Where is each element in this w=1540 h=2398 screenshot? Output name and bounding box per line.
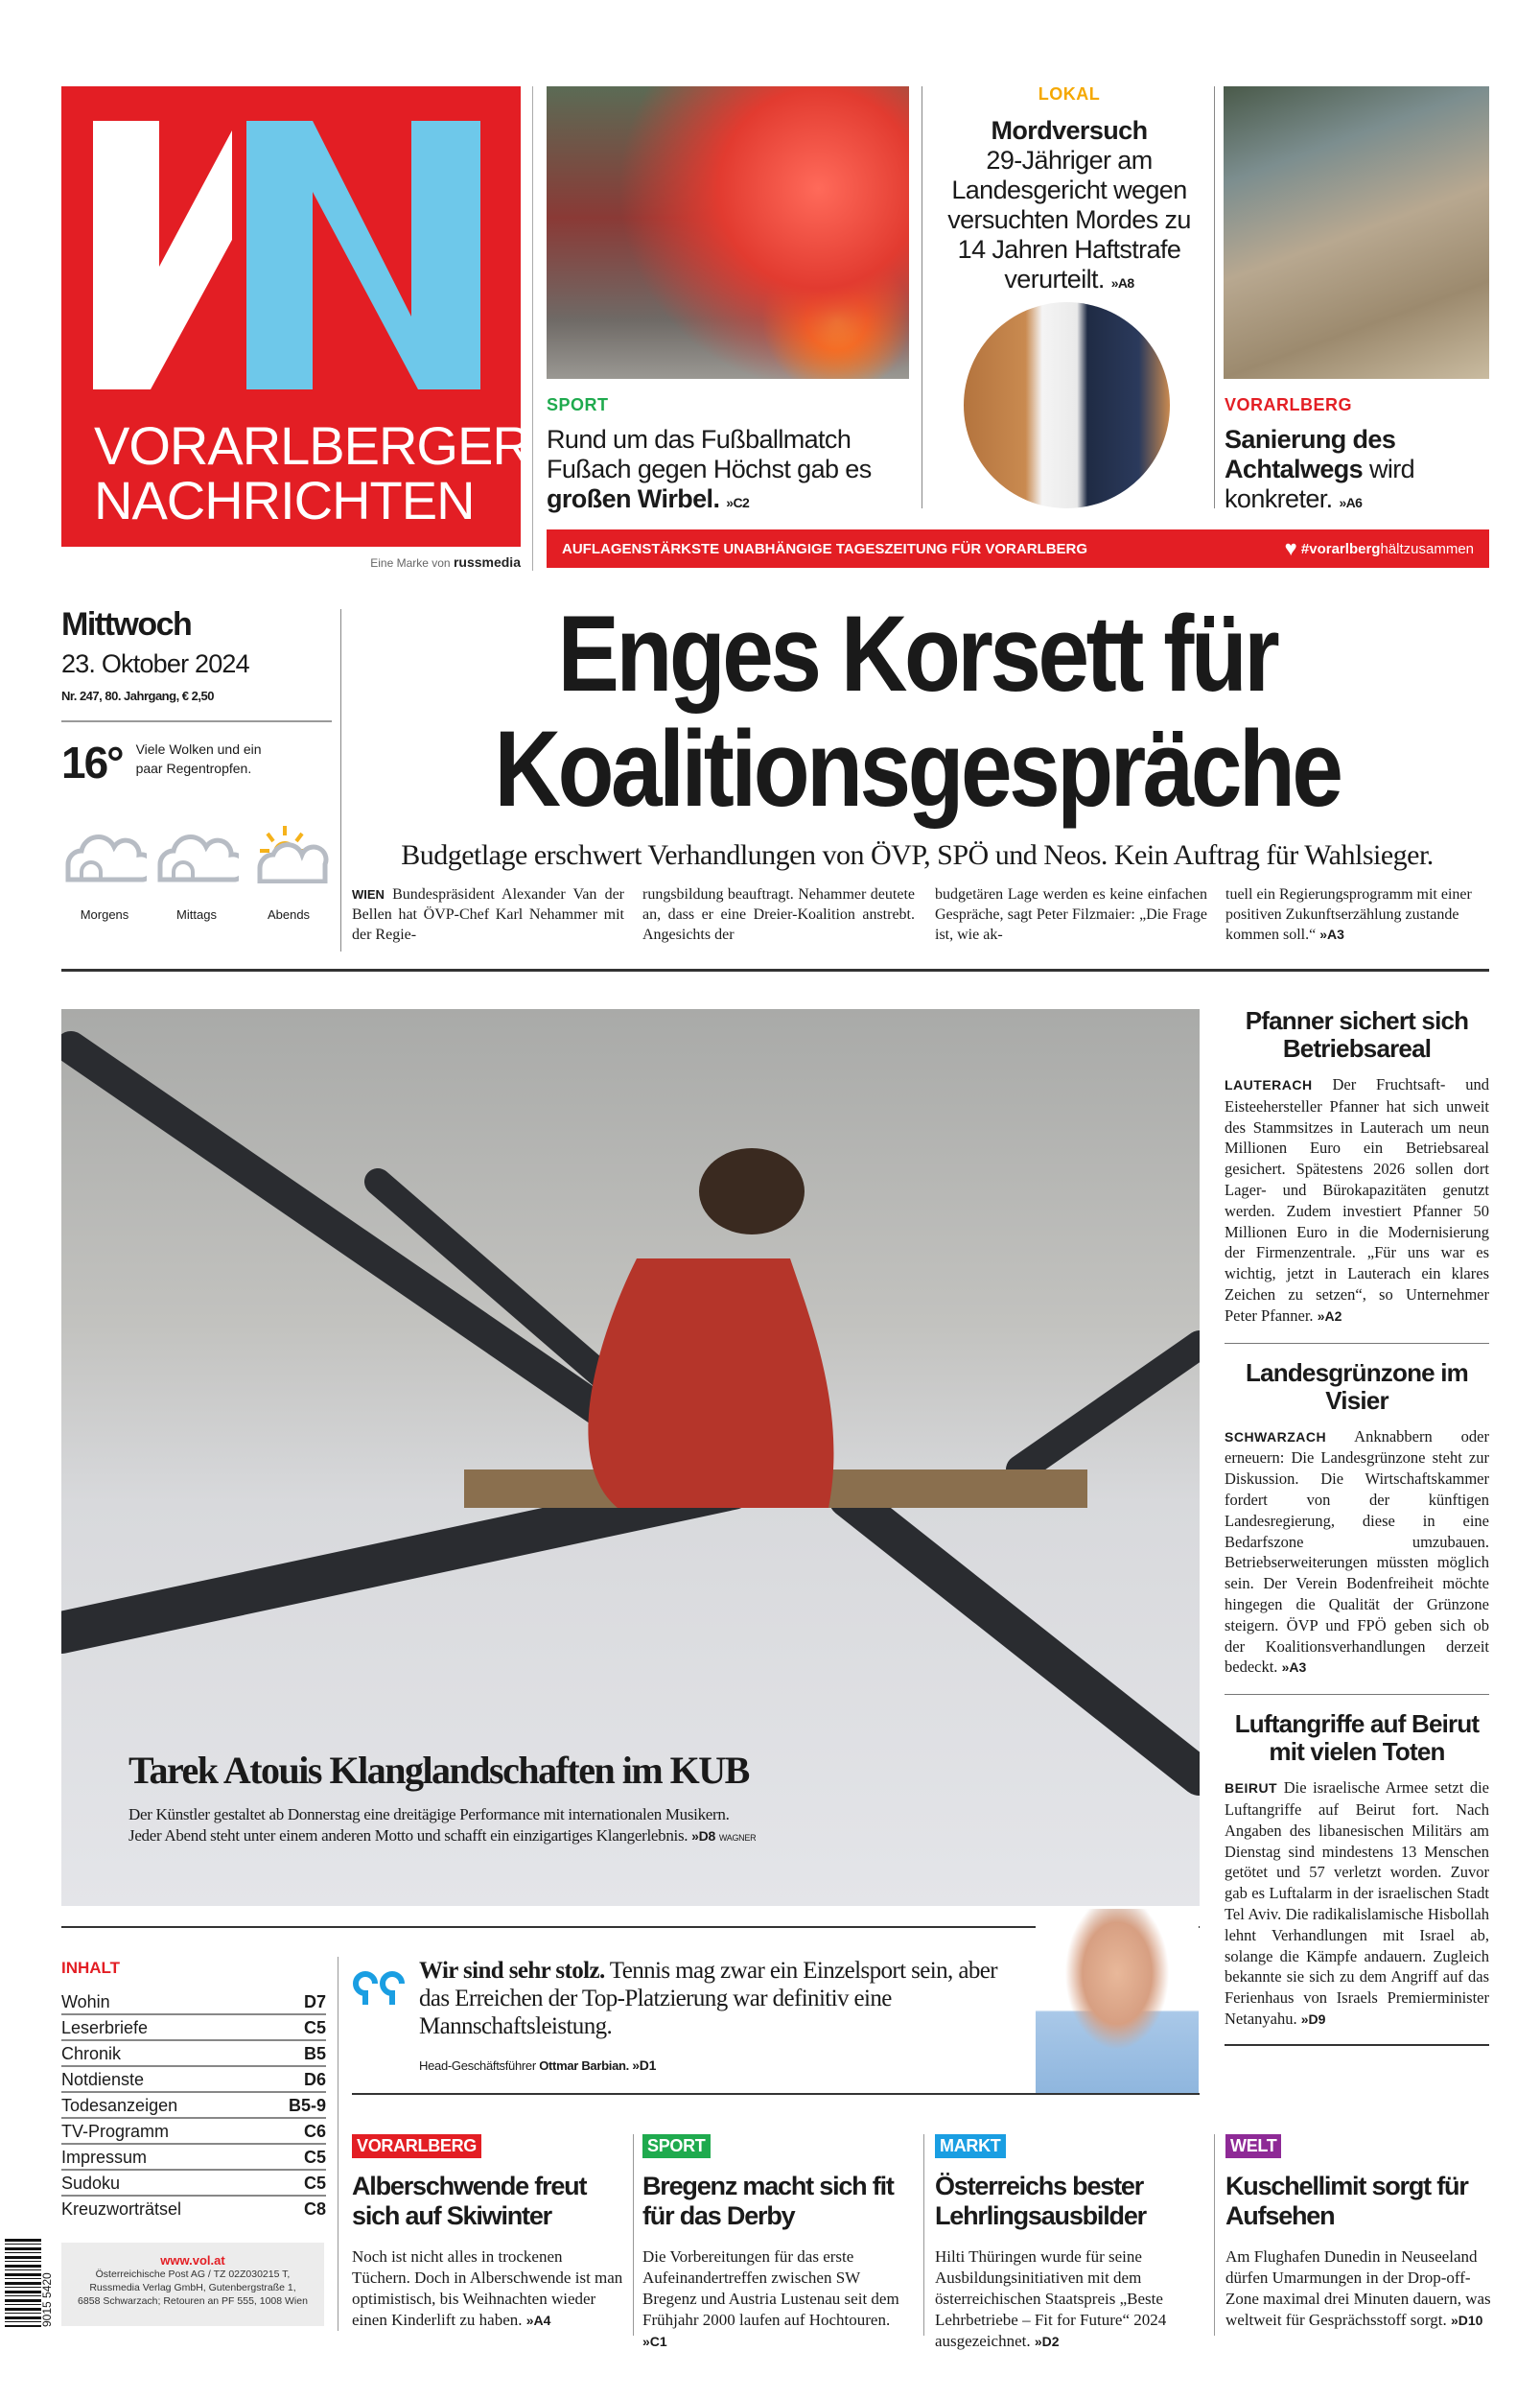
divider [1214,86,1215,508]
temperature: 16° [61,738,123,788]
barcode-bars [5,2239,41,2327]
toc-label: Chronik [61,2044,122,2063]
date-block [61,606,330,922]
quote-text: Wir sind sehr stolz. Tennis mag zwar ein Einzelsport sein, aber das Erreichen der Top-Platzierung war definitiv eine Mannschaftsleistung. [419,1958,997,2039]
feature-title: Tarek Atouis Klanglandschaften im KUB [128,1749,749,1792]
toc-page: C5 [303,2174,326,2193]
divider [1225,1343,1489,1344]
period-mittags: Mittags [153,824,240,922]
rule [352,2093,1200,2095]
teaser-sport[interactable] [547,395,911,518]
teaser-lokal[interactable] [935,84,1203,298]
toc-page: D6 [303,2070,326,2089]
teaser-text: Hilti Thüringen wurde für seine Ausbildungsinitiativen mit dem österreichischen Staatspreis „Beste Lehrbetriebe – Fit for Future“ 2024 ausgezeichnet. »D2 [935,2247,1167,2350]
toc-title: INHALT [61,1959,121,1977]
quote-attribution: Head-Geschäftsführer Ottmar Barbian. »D1 [419,2057,657,2073]
brand-prefix: Eine Marke von [370,556,451,570]
sidebar-article[interactable] [1225,1007,1489,1328]
toc-page: C6 [303,2122,326,2141]
period-morgens: Morgens [61,824,148,922]
lead-col-1: WIEN Bundespräsident Alexander Van der Bellen hat ÖVP-Chef Karl Nehammer mit der Regie- [352,886,624,943]
barcode-number: 9015 5420 [40,2272,54,2327]
lead-col-4: tuell ein Regierungsprogramm mit einer positiven Zukunftserzählung zustande kommen soll.“ »A3 [1225,886,1472,943]
teaser-vorarlberg[interactable] [1225,395,1489,518]
teaser-title: Mordversuch [991,116,1148,145]
feature-text-2: Jeder Abend steht unter einem anderen Motto und schafft ein einzigartiges Klangerlebnis. »D8 WAGNER [128,1826,757,1845]
teaser-title: Österreichs bester Lehrlingsausbilder [935,2172,1146,2230]
section-badge: VORARLBERG [352,2134,481,2158]
teaser-headline: Sanierung des Achtalwegs wird konkreter. »A6 [1225,425,1415,513]
brand-name: russmedia [453,554,521,570]
bottom-teaser[interactable] [1225,2134,1497,2331]
period-abends: Abends [245,824,332,922]
teaser-kicker: LOKAL [1038,84,1101,104]
feature-caption[interactable] [128,1748,1183,1848]
teaser-kicker: SPORT [547,395,609,414]
article-title: Landesgrünzone im Visier [1246,1357,1468,1415]
date: 23. Oktober 2024 [61,649,249,678]
toc-item[interactable] [61,2067,326,2093]
slogan-banner [547,529,1489,568]
heart-icon: ♥ [1284,536,1297,560]
toc-page: C8 [303,2199,326,2219]
portrait-photo [1036,1909,1199,2093]
barcode [5,2239,54,2327]
table-of-contents [61,1959,326,2221]
football-fans-photo[interactable] [547,86,909,379]
teaser-title: Kuschellimit sorgt für Aufsehen [1225,2172,1468,2230]
sidebar-article[interactable] [1225,1359,1489,1680]
bottom-teaser[interactable] [352,2134,623,2331]
toc-item[interactable] [61,2015,326,2041]
toc-page: C5 [303,2148,326,2167]
divider [61,720,332,722]
vn-logo-mark [61,86,521,403]
toc-label: Todesanzeigen [61,2096,178,2115]
lead-subline: Budgetlage erschwert Verhandlungen von ÖVP, SPÖ und Neos. Kein Auftrag für Wahlsieger. [401,839,1434,871]
toc-page: B5 [303,2044,326,2063]
toc-label: Kreuzworträtsel [61,2199,182,2219]
weather [61,740,330,786]
rule [61,1926,1200,1928]
hashtag[interactable]: ♥ #vorarlberghältzusammen [1284,536,1474,560]
weather-periods [61,824,332,922]
cloud-icon [154,824,239,883]
teaser-headline: Rund um das Fußballmatch Fußach gegen Höchst gab es großen Wirbel. »C2 [547,425,872,513]
slogan: AUFLAGENSTÄRKSTE UNABHÄNGIGE TAGESZEITUNG FÜR VORARLBERG [562,540,1088,557]
divider [340,609,341,952]
article-title: Pfanner sichert sich Betriebsareal [1245,1006,1469,1063]
divider [532,86,533,571]
weekday: Mittwoch [61,606,192,643]
sidebar-article[interactable] [1225,1710,1489,2031]
divider [1225,1694,1489,1695]
article-body: LAUTERACH Der Fruchtsaft- und Eisteehersteller Pfanner hat sich unweit des Stammsitzes in Lauterach um neun Millionen Euro ein Betriebsareal gesichert. Spätestens 2026 sollen dort Lager- und Bürokapazitäten genutzt werden. Zudem investiert Pfanner 50 Millionen Euro in die Modernisierung der Firmenzentrale. „Für uns war es wichtig, jetzt in Lauterach ein klares Zeichen zu setzen“, so Unternehmer Peter Pfanner. »A2 [1225,1075,1490,1325]
toc-label: Sudoku [61,2174,121,2193]
forecast: Viele Wolken und ein paar Regentropfen. [135,741,262,776]
lead-col-2: rungsbildung beauftragt. Nehammer deutete an, dass er eine Dreier-Koalition anstrebt. Angesichts der [642,886,915,943]
divider [1214,2134,1215,2336]
toc-item[interactable] [61,2093,326,2119]
kub-performance-photo[interactable] [61,1009,1200,1906]
article-body: BEIRUT Die israelische Armee setzt die Luftangriffe auf Beirut fort. Nach Angaben des libanesischen Militärs am Dienstag sind mindestens 13 Menschen getötet und 57 verletzt worden. Zuvor gab es Luftalarm in der israelischen Stadt Tel Aviv. Die radikalislamische Hisbollah lehnt Verhandlungen mit Israel ab, solange die Kämpfe andauern. Zugleich bekannte sie sich zu dem Angriff auf das Ferienhaus von Israels Premierminister Netanyahu. »D9 [1225,1778,1489,2028]
toc-item[interactable] [61,2119,326,2145]
website-link[interactable]: www.vol.at [160,2253,225,2268]
masthead-name-line2: NACHRICHTEN [94,470,475,530]
court-photo[interactable] [964,302,1170,508]
feature-text-1: Der Künstler gestaltet ab Donnerstag eine dreitägige Performance mit internationalen Musikern. [128,1805,730,1823]
cloud-icon [62,824,147,883]
divider [923,2134,924,2336]
teaser-kicker: VORARLBERG [1225,395,1353,414]
toc-page: B5-9 [288,2096,326,2115]
toc-item[interactable] [61,1989,326,2015]
toc-label: Notdienste [61,2070,145,2089]
teaser-text: Noch ist nicht alles in trockenen Tüchern. Doch in Alberschwende ist man optimistisch, bis Weihnachten wieder einen Kinderlift zu haben. »A4 [352,2247,623,2329]
rule [1225,2044,1489,2046]
sun-cloud-icon [246,824,331,883]
bottom-teaser[interactable] [642,2134,914,2352]
toc-item[interactable] [61,2041,326,2067]
section-badge: MARKT [935,2134,1006,2158]
teaser-headline: 29-Jähriger am Landesgericht wegen versuchten Mordes zu 14 Jahren Haftstrafe verurteilt. »A8 [947,146,1191,294]
quote-block[interactable] [352,1957,1023,2073]
toc-label: Wohin [61,1992,110,2011]
section-badge: WELT [1225,2134,1281,2158]
imprint-box: www.vol.at Österreichische Post AG / TZ 02Z030215 T, Russmedia Verlag GmbH, Gutenbergstraße 1, 6858 Schwarzach; Retouren an PF 555, 1008 Wien [61,2243,324,2326]
lead-col-3: budgetären Lage werden es keine einfachen Gespräche, sagt Peter Filzmaier: „Die Frage ist, wie ak- [935,886,1207,943]
section-badge: SPORT [642,2134,711,2158]
toc-label: Impressum [61,2148,148,2167]
toc-label: Leserbriefe [61,2018,149,2037]
achtalweg-photo[interactable] [1224,86,1489,379]
teaser-text: Am Flughafen Dunedin in Neuseeland dürfen Umarmungen in der Drop-off-Zone maximal drei Minuten dauern, was weltweit für Gesprächsstoff sorgt. »D10 [1225,2247,1491,2329]
toc-item[interactable] [61,2171,326,2197]
brand-line [288,554,521,570]
toc-label: TV-Programm [61,2122,170,2141]
toc-page: D7 [303,1992,326,2011]
toc-item[interactable] [61,2197,326,2221]
article-title: Luftangriffe auf Beirut mit vielen Toten [1234,1709,1480,1767]
divider [633,2134,634,2336]
article-body: SCHWARZACH Anknabbern oder erneuern: Die Landesgrünzone steht zur Diskussion. Die Wirtschaftskammer fordert von der künftigen Landesregierung, diese in eine Bedarfszone umzubauen. Betriebserweiterungen müssten möglich sein. Der Verein Bodenfreiheit möchte hingegen die Qualität der Grünzone steigern. ÖVP und FPÖ geben sich ob der Koalitionsverhandlungen derzeit bedeckt. »A3 [1225,1426,1489,1677]
teaser-text: Die Vorbereitungen für das erste Aufeinandertreffen zwischen SW Bregenz und Austria Lustenau seit dem Frühjahr 2000 laufen auf Hochtouren. »C1 [642,2247,899,2349]
photo-credit: WAGNER [718,1833,757,1843]
sidebar [1225,1007,1489,2046]
toc-item[interactable] [61,2145,326,2171]
masthead-name-line1: VORARLBERGER [94,415,530,476]
teaser-title: Bregenz macht sich fit für das Derby [642,2172,894,2230]
bottom-teaser[interactable] [935,2134,1206,2352]
issue-info: Nr. 247, 80. Jahrgang, € 2,50 [61,689,214,703]
masthead-logo[interactable] [61,86,530,547]
toc-page: C5 [303,2018,326,2037]
rule [61,969,1489,972]
lead-headline[interactable]: Enges Korsett für Koalitionsgespräche [494,594,1341,829]
teaser-title: Alberschwende freut sich auf Skiwinter [352,2172,587,2230]
quote-icon [352,1963,409,2009]
